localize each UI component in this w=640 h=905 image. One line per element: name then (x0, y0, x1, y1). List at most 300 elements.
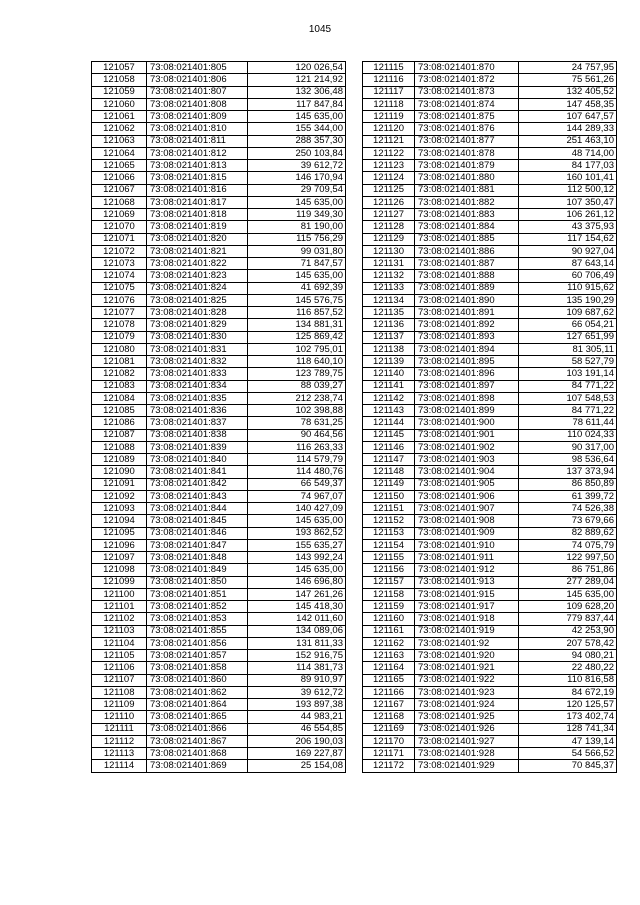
value-cell: 145 418,30 (248, 601, 346, 613)
row-number-cell: 121161 (363, 625, 415, 637)
row-number-cell: 121132 (363, 270, 415, 282)
row-number-cell: 121168 (363, 711, 415, 723)
cadastral-number-cell: 73:08:021401:823 (147, 270, 248, 282)
table-row (92, 147, 346, 159)
table-row (363, 294, 617, 306)
row-number-cell: 121095 (92, 527, 147, 539)
table-row (363, 662, 617, 674)
table-row (363, 637, 617, 649)
row-number-cell: 121094 (92, 515, 147, 527)
row-number-cell: 121118 (363, 98, 415, 110)
table-row (92, 405, 346, 417)
table-row (363, 368, 617, 380)
row-number-cell: 121090 (92, 466, 147, 478)
row-number-cell: 121117 (363, 86, 415, 98)
row-number-cell: 121074 (92, 270, 147, 282)
row-number-cell: 121060 (92, 98, 147, 110)
table-row (363, 196, 617, 208)
table-row (363, 466, 617, 478)
row-number-cell: 121076 (92, 294, 147, 306)
table-row (363, 380, 617, 392)
value-cell: 145 635,00 (519, 588, 617, 600)
row-number-cell: 121075 (92, 282, 147, 294)
row-number-cell: 121160 (363, 613, 415, 625)
value-cell: 110 816,58 (519, 674, 617, 686)
cadastral-number-cell: 73:08:021401:880 (415, 172, 519, 184)
row-number-cell: 121171 (363, 748, 415, 760)
cadastral-number-cell: 73:08:021401:808 (147, 98, 248, 110)
row-number-cell: 121169 (363, 723, 415, 735)
cadastral-number-cell: 73:08:021401:892 (415, 319, 519, 331)
table-row (92, 503, 346, 515)
cadastral-number-cell: 73:08:021401:917 (415, 601, 519, 613)
cadastral-number-cell: 73:08:021401:855 (147, 625, 248, 637)
table-row (363, 441, 617, 453)
row-number-cell: 121124 (363, 172, 415, 184)
cadastral-number-cell: 73:08:021401:887 (415, 258, 519, 270)
value-cell: 117 154,62 (519, 233, 617, 245)
value-cell: 114 381,73 (248, 662, 346, 674)
value-cell: 102 795,01 (248, 343, 346, 355)
value-cell: 143 992,24 (248, 552, 346, 564)
row-number-cell: 121129 (363, 233, 415, 245)
cadastral-number-cell: 73:08:021401:877 (415, 135, 519, 147)
value-cell: 122 997,50 (519, 552, 617, 564)
cadastral-number-cell: 73:08:021401:891 (415, 307, 519, 319)
cadastral-number-cell: 73:08:021401:922 (415, 674, 519, 686)
table-row (363, 74, 617, 86)
row-number-cell: 121073 (92, 258, 147, 270)
row-number-cell: 121096 (92, 539, 147, 551)
cadastral-number-cell: 73:08:021401:862 (147, 686, 248, 698)
table-row (363, 405, 617, 417)
table-row (92, 539, 346, 551)
cadastral-number-cell: 73:08:021401:856 (147, 637, 248, 649)
table-row (363, 343, 617, 355)
value-cell: 142 011,60 (248, 613, 346, 625)
table-row (92, 490, 346, 502)
value-cell: 39 612,72 (248, 686, 346, 698)
cadastral-number-cell: 73:08:021401:886 (415, 245, 519, 257)
table-row (92, 650, 346, 662)
cadastral-number-cell: 73:08:021401:923 (415, 686, 519, 698)
left-table-body (92, 62, 346, 773)
value-cell: 193 897,38 (248, 699, 346, 711)
cadastral-number-cell: 73:08:021401:912 (415, 564, 519, 576)
value-cell: 135 190,29 (519, 294, 617, 306)
page-number: 1045 (308, 24, 332, 35)
row-number-cell: 121077 (92, 307, 147, 319)
value-cell: 115 756,29 (248, 233, 346, 245)
table-row (92, 735, 346, 747)
value-cell: 134 089,06 (248, 625, 346, 637)
value-cell: 66 054,21 (519, 319, 617, 331)
row-number-cell: 121113 (92, 748, 147, 760)
cadastral-number-cell: 73:08:021401:829 (147, 319, 248, 331)
value-cell: 193 862,52 (248, 527, 346, 539)
cadastral-number-cell: 73:08:021401:841 (147, 466, 248, 478)
cadastral-number-cell: 73:08:021401:828 (147, 307, 248, 319)
cadastral-number-cell: 73:08:021401:842 (147, 478, 248, 490)
value-cell: 120 026,54 (248, 62, 346, 74)
row-number-cell: 121127 (363, 209, 415, 221)
cadastral-number-cell: 73:08:021401:825 (147, 294, 248, 306)
value-cell: 44 983,21 (248, 711, 346, 723)
table-row (92, 233, 346, 245)
cadastral-number-cell: 73:08:021401:920 (415, 650, 519, 662)
table-row (92, 62, 346, 74)
row-number-cell: 121081 (92, 356, 147, 368)
cadastral-number-cell: 73:08:021401:813 (147, 160, 248, 172)
row-number-cell: 121058 (92, 74, 147, 86)
table-row (92, 552, 346, 564)
cadastral-number-cell: 73:08:021401:919 (415, 625, 519, 637)
row-number-cell: 121110 (92, 711, 147, 723)
row-number-cell: 121069 (92, 209, 147, 221)
value-cell: 74 526,38 (519, 503, 617, 515)
right-table-body (363, 62, 617, 773)
value-cell: 117 847,84 (248, 98, 346, 110)
table-row (92, 307, 346, 319)
cadastral-number-cell: 73:08:021401:903 (415, 454, 519, 466)
row-number-cell: 121135 (363, 307, 415, 319)
value-cell: 73 679,66 (519, 515, 617, 527)
table-row (363, 98, 617, 110)
cadastral-number-cell: 73:08:021401:817 (147, 196, 248, 208)
left-table (91, 61, 346, 773)
cadastral-number-cell: 73:08:021401:895 (415, 356, 519, 368)
cadastral-number-cell: 73:08:021401:890 (415, 294, 519, 306)
value-cell: 116 263,33 (248, 441, 346, 453)
row-number-cell: 121103 (92, 625, 147, 637)
row-number-cell: 121134 (363, 294, 415, 306)
row-number-cell: 121106 (92, 662, 147, 674)
table-row (363, 209, 617, 221)
value-cell: 70 845,37 (519, 760, 617, 772)
cadastral-number-cell: 73:08:021401:872 (415, 74, 519, 86)
row-number-cell: 121088 (92, 441, 147, 453)
table-row (92, 527, 346, 539)
table-row (363, 454, 617, 466)
value-cell: 84 177,03 (519, 160, 617, 172)
cadastral-number-cell: 73:08:021401:896 (415, 368, 519, 380)
value-cell: 71 847,57 (248, 258, 346, 270)
table-row (92, 258, 346, 270)
value-cell: 128 741,34 (519, 723, 617, 735)
table-row (92, 331, 346, 343)
table-row (363, 699, 617, 711)
cadastral-number-cell: 73:08:021401:810 (147, 123, 248, 135)
cadastral-number-cell: 73:08:021401:838 (147, 429, 248, 441)
row-number-cell: 121068 (92, 196, 147, 208)
table-row (363, 723, 617, 735)
value-cell: 147 261,26 (248, 588, 346, 600)
row-number-cell: 121109 (92, 699, 147, 711)
value-cell: 78 611,44 (519, 417, 617, 429)
table-row (92, 674, 346, 686)
row-number-cell: 121065 (92, 160, 147, 172)
value-cell: 155 344,00 (248, 123, 346, 135)
cadastral-number-cell: 73:08:021401:904 (415, 466, 519, 478)
table-row (92, 98, 346, 110)
row-number-cell: 121108 (92, 686, 147, 698)
value-cell: 39 612,72 (248, 160, 346, 172)
value-cell: 58 527,79 (519, 356, 617, 368)
table-row (363, 270, 617, 282)
cadastral-number-cell: 73:08:021401:849 (147, 564, 248, 576)
table-row (363, 711, 617, 723)
cadastral-number-cell: 73:08:021401:869 (147, 760, 248, 772)
cadastral-number-cell: 73:08:021401:824 (147, 282, 248, 294)
value-cell: 112 500,12 (519, 184, 617, 196)
row-number-cell: 121067 (92, 184, 147, 196)
row-number-cell: 121152 (363, 515, 415, 527)
row-number-cell: 121126 (363, 196, 415, 208)
row-number-cell: 121155 (363, 552, 415, 564)
value-cell: 98 536,64 (519, 454, 617, 466)
row-number-cell: 121066 (92, 172, 147, 184)
value-cell: 114 480,76 (248, 466, 346, 478)
cadastral-number-cell: 73:08:021401:852 (147, 601, 248, 613)
cadastral-number-cell: 73:08:021401:844 (147, 503, 248, 515)
cadastral-number-cell: 73:08:021401:847 (147, 539, 248, 551)
cadastral-number-cell: 73:08:021401:845 (147, 515, 248, 527)
row-number-cell: 121163 (363, 650, 415, 662)
value-cell: 121 214,92 (248, 74, 346, 86)
value-cell: 110 915,62 (519, 282, 617, 294)
table-row (92, 466, 346, 478)
cadastral-number-cell: 73:08:021401:926 (415, 723, 519, 735)
value-cell: 42 253,90 (519, 625, 617, 637)
row-number-cell: 121159 (363, 601, 415, 613)
row-number-cell: 121099 (92, 576, 147, 588)
row-number-cell: 121098 (92, 564, 147, 576)
row-number-cell: 121166 (363, 686, 415, 698)
cadastral-number-cell: 73:08:021401:918 (415, 613, 519, 625)
table-row (363, 760, 617, 772)
table-row (363, 319, 617, 331)
value-cell: 102 398,88 (248, 405, 346, 417)
row-number-cell: 121101 (92, 601, 147, 613)
cadastral-number-cell: 73:08:021401:830 (147, 331, 248, 343)
cadastral-number-cell: 73:08:021401:867 (147, 735, 248, 747)
value-cell: 75 561,26 (519, 74, 617, 86)
row-number-cell: 121100 (92, 588, 147, 600)
cadastral-number-cell: 73:08:021401:908 (415, 515, 519, 527)
value-cell: 107 647,57 (519, 111, 617, 123)
table-row (92, 429, 346, 441)
table-row (92, 748, 346, 760)
value-cell: 206 190,03 (248, 735, 346, 747)
value-cell: 90 464,56 (248, 429, 346, 441)
cadastral-number-cell: 73:08:021401:911 (415, 552, 519, 564)
cadastral-number-cell: 73:08:021401:811 (147, 135, 248, 147)
row-number-cell: 121153 (363, 527, 415, 539)
cadastral-number-cell: 73:08:021401:837 (147, 417, 248, 429)
row-number-cell: 121142 (363, 392, 415, 404)
value-cell: 134 881,31 (248, 319, 346, 331)
cadastral-number-cell: 73:08:021401:910 (415, 539, 519, 551)
row-number-cell: 121172 (363, 760, 415, 772)
cadastral-number-cell: 73:08:021401:870 (415, 62, 519, 74)
table-row (363, 478, 617, 490)
row-number-cell: 121133 (363, 282, 415, 294)
cadastral-number-cell: 73:08:021401:897 (415, 380, 519, 392)
row-number-cell: 121144 (363, 417, 415, 429)
cadastral-number-cell: 73:08:021401:818 (147, 209, 248, 221)
cadastral-number-cell: 73:08:021401:915 (415, 588, 519, 600)
row-number-cell: 121138 (363, 343, 415, 355)
cadastral-number-cell: 73:08:021401:864 (147, 699, 248, 711)
row-number-cell: 121080 (92, 343, 147, 355)
cadastral-number-cell: 73:08:021401:888 (415, 270, 519, 282)
cadastral-number-cell: 73:08:021401:874 (415, 98, 519, 110)
table-row (363, 735, 617, 747)
row-number-cell: 121165 (363, 674, 415, 686)
row-number-cell: 121143 (363, 405, 415, 417)
cadastral-number-cell: 73:08:021401:848 (147, 552, 248, 564)
row-number-cell: 121131 (363, 258, 415, 270)
cadastral-number-cell: 73:08:021401:898 (415, 392, 519, 404)
table-row (92, 270, 346, 282)
row-number-cell: 121156 (363, 564, 415, 576)
table-row (363, 503, 617, 515)
cadastral-number-cell: 73:08:021401:833 (147, 368, 248, 380)
row-number-cell: 121150 (363, 490, 415, 502)
cadastral-number-cell: 73:08:021401:815 (147, 172, 248, 184)
cadastral-number-cell: 73:08:021401:894 (415, 343, 519, 355)
table-row (363, 686, 617, 698)
row-number-cell: 121130 (363, 245, 415, 257)
table-row (92, 564, 346, 576)
table-row (363, 417, 617, 429)
value-cell: 132 405,52 (519, 86, 617, 98)
row-number-cell: 121063 (92, 135, 147, 147)
table-row (92, 686, 346, 698)
table-row (92, 699, 346, 711)
table-row (363, 601, 617, 613)
row-number-cell: 121085 (92, 405, 147, 417)
table-row (92, 209, 346, 221)
value-cell: 147 458,35 (519, 98, 617, 110)
value-cell: 155 635,27 (248, 539, 346, 551)
row-number-cell: 121145 (363, 429, 415, 441)
value-cell: 66 549,37 (248, 478, 346, 490)
value-cell: 146 170,94 (248, 172, 346, 184)
row-number-cell: 121162 (363, 637, 415, 649)
value-cell: 81 190,00 (248, 221, 346, 233)
cadastral-number-cell: 73:08:021401:839 (147, 441, 248, 453)
value-cell: 29 709,54 (248, 184, 346, 196)
row-number-cell: 121123 (363, 160, 415, 172)
cadastral-number-cell: 73:08:021401:905 (415, 478, 519, 490)
value-cell: 84 771,22 (519, 380, 617, 392)
row-number-cell: 121141 (363, 380, 415, 392)
table-row (363, 564, 617, 576)
value-cell: 86 751,86 (519, 564, 617, 576)
value-cell: 60 706,49 (519, 270, 617, 282)
value-cell: 109 628,20 (519, 601, 617, 613)
value-cell: 145 635,00 (248, 515, 346, 527)
row-number-cell: 121122 (363, 147, 415, 159)
row-number-cell: 121121 (363, 135, 415, 147)
row-number-cell: 121136 (363, 319, 415, 331)
row-number-cell: 121158 (363, 588, 415, 600)
cadastral-number-cell: 73:08:021401:807 (147, 86, 248, 98)
value-cell: 107 548,53 (519, 392, 617, 404)
value-cell: 89 910,97 (248, 674, 346, 686)
cadastral-number-cell: 73:08:021401:879 (415, 160, 519, 172)
row-number-cell: 121079 (92, 331, 147, 343)
table-row (363, 748, 617, 760)
value-cell: 47 139,14 (519, 735, 617, 747)
value-cell: 145 576,75 (248, 294, 346, 306)
value-cell: 160 101,41 (519, 172, 617, 184)
row-number-cell: 121128 (363, 221, 415, 233)
value-cell: 74 967,07 (248, 490, 346, 502)
row-number-cell: 121111 (92, 723, 147, 735)
cadastral-number-cell: 73:08:021401:812 (147, 147, 248, 159)
value-cell: 119 349,30 (248, 209, 346, 221)
cadastral-number-cell: 73:08:021401:843 (147, 490, 248, 502)
cadastral-number-cell: 73:08:021401:836 (147, 405, 248, 417)
table-row (363, 258, 617, 270)
cadastral-number-cell: 73:08:021401:909 (415, 527, 519, 539)
value-cell: 61 399,72 (519, 490, 617, 502)
value-cell: 207 578,42 (519, 637, 617, 649)
table-row (363, 650, 617, 662)
row-number-cell: 121105 (92, 650, 147, 662)
value-cell: 118 640,10 (248, 356, 346, 368)
row-number-cell: 121059 (92, 86, 147, 98)
table-row (92, 441, 346, 453)
table-row (92, 601, 346, 613)
row-number-cell: 121167 (363, 699, 415, 711)
cadastral-number-cell: 73:08:021401:875 (415, 111, 519, 123)
cadastral-number-cell: 73:08:021401:834 (147, 380, 248, 392)
cadastral-number-cell: 73:08:021401:866 (147, 723, 248, 735)
value-cell: 127 651,99 (519, 331, 617, 343)
table-row (92, 74, 346, 86)
cadastral-number-cell: 73:08:021401:882 (415, 196, 519, 208)
value-cell: 84 771,22 (519, 405, 617, 417)
table-row (92, 111, 346, 123)
cadastral-number-cell: 73:08:021401:819 (147, 221, 248, 233)
value-cell: 125 869,42 (248, 331, 346, 343)
table-row (92, 368, 346, 380)
cadastral-number-cell: 73:08:021401:902 (415, 441, 519, 453)
cadastral-number-cell: 73:08:021401:816 (147, 184, 248, 196)
cadastral-number-cell: 73:08:021401:92 (415, 637, 519, 649)
cadastral-number-cell: 73:08:021401:822 (147, 258, 248, 270)
row-number-cell: 121116 (363, 74, 415, 86)
table-row (92, 160, 346, 172)
cadastral-number-cell: 73:08:021401:906 (415, 490, 519, 502)
row-number-cell: 121146 (363, 441, 415, 453)
cadastral-number-cell: 73:08:021401:806 (147, 74, 248, 86)
cadastral-number-cell: 73:08:021401:884 (415, 221, 519, 233)
value-cell: 250 103,84 (248, 147, 346, 159)
cadastral-number-cell: 73:08:021401:876 (415, 123, 519, 135)
table-row (92, 184, 346, 196)
table-row (92, 356, 346, 368)
value-cell: 25 154,08 (248, 760, 346, 772)
table-row (92, 343, 346, 355)
table-row (363, 515, 617, 527)
row-number-cell: 121082 (92, 368, 147, 380)
value-cell: 114 579,79 (248, 454, 346, 466)
value-cell: 43 375,93 (519, 221, 617, 233)
